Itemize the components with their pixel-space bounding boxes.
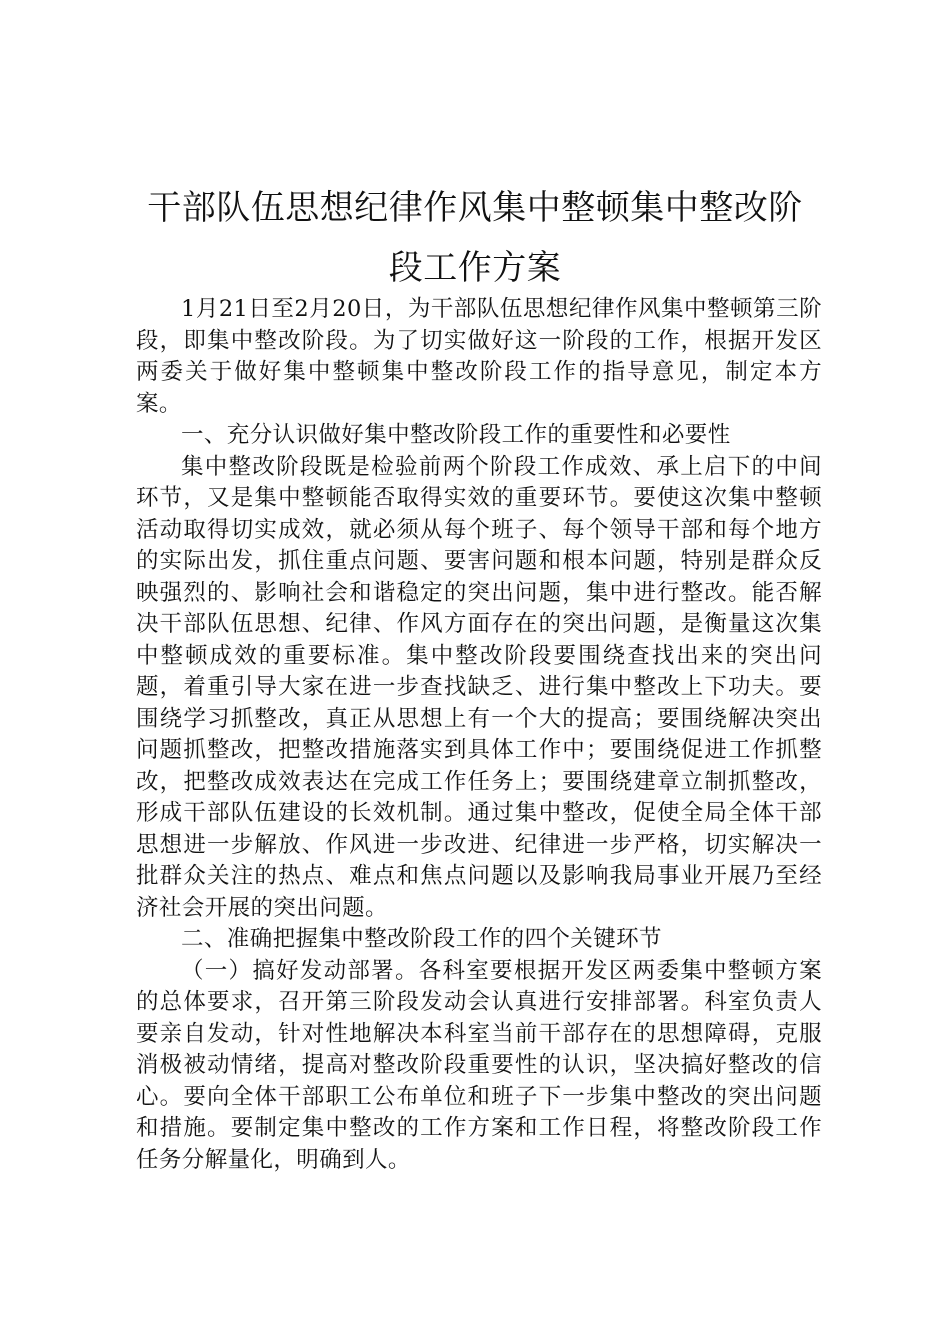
section-2-item-1-paragraph: （一）搞好发动部署。各科室要根据开发区两委集中整顿方案的总体要求，召开第三阶段发动会认真进行安排部署。科室负责人要亲自发动，针对性地解决本科室当前干部存在的思想障碍，克服消极被动情绪，提高对整改阶段重要性的认识，坚决搞好整改的信心。要向全体干部职工公布单位和班子下一步集中整改的突出问题和措施。要制定集中整改的工作方案和工作日程，将整改阶段工作任务分解量化，明确到人。 — [136, 957, 822, 1173]
document-title-line-2: 段工作方案 — [388, 248, 562, 288]
section-heading-1: 一、充分认识做好集中整改阶段工作的重要性和必要性 — [181, 422, 731, 448]
section-1-paragraph: 集中整改阶段既是检验前两个阶段工作成效、承上启下的中间环节，又是集中整顿能否取得实效的重要环节。要使这次集中整顿活动取得切实成效，就必须从每个班子、每个领导干部和每个地方的实际出发，抓住重点问题、要害问题和根本问题，特别是群众反映强烈的、影响社会和谐稳定的突出问题，集中进行整改。能否解决干部队伍思想、纪律、作风方面存在的突出问题，是衡量这次集中整顿成效的重要标准。集中整改阶段要围绕查找出来的突出问题，着重引导大家在进一步查找缺乏、进行集中整改上下功夫。要围绕学习抓整改，真正从思想上有一个大的提高；要围绕解决突出问题抓整改，把整改措施落实到具体工作中；要围绕促进工作抓整改，把整改成效表达在完成工作任务上；要围绕建章立制抓整改，形成干部队伍建设的长效机制。通过集中整改，促使全局全体干部思想进一步解放、作风进一步改进、纪律进一步严格，切实解决一批群众关注的热点、难点和焦点问题以及影响我局事业开展乃至经济社会开展的突出问题。 — [136, 453, 822, 921]
section-heading-2: 二、准确把握集中整改阶段工作的四个关键环节 — [181, 926, 662, 952]
document-title — [120, 178, 830, 298]
document-body — [136, 294, 822, 1176]
intro-paragraph: 1月21日至2月20日，为干部队伍思想纪律作风集中整顿第三阶段，即集中整改阶段。为了切实做好这一阶段的工作，根据开发区两委关于做好集中整顿集中整改阶段工作的指导意见，制定本方案。 — [136, 296, 822, 417]
document-title-line-1: 干部队伍思想纪律作风集中整顿集中整改阶 — [147, 188, 803, 228]
